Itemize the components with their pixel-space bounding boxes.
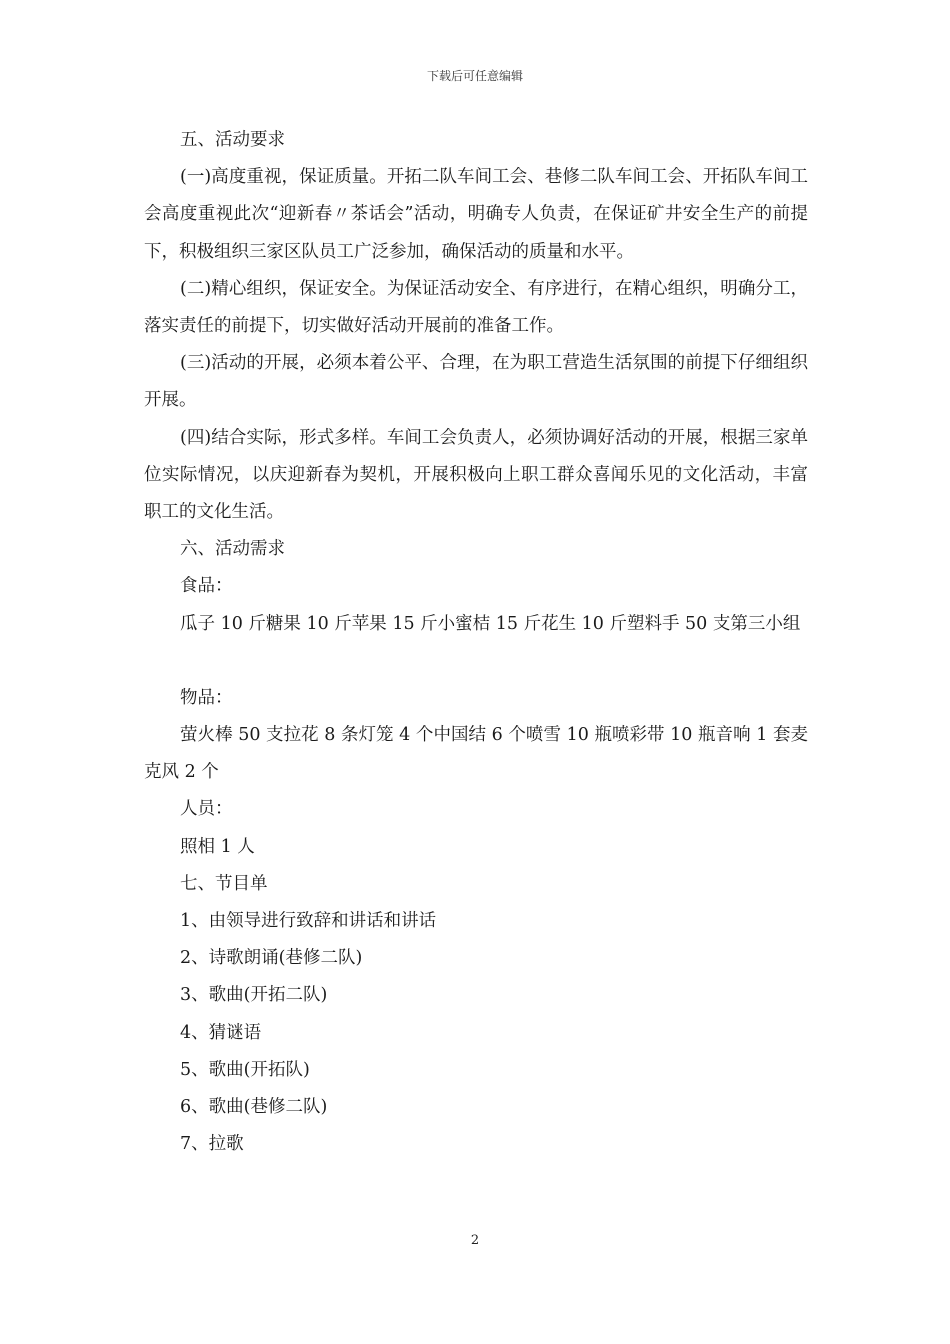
- program-item: 6、歌曲(巷修二队): [180, 1097, 328, 1118]
- paragraph-practical: (四)结合实际，形式多样。车间工会负责人，必须协调好活动的开展，根据三家单位实际情况，以庆迎新春为契机，开展积极向上职工群众喜闻乐见的文化活动，丰富职工的文化生活。: [144, 427, 808, 523]
- items-list: 萤火棒 50 支拉花 8 条灯笼 4 个中国结 6 个喷雪 10 瓶喷彩带 10 瓶音响 1 套麦克风 2 个: [144, 725, 808, 783]
- paragraph-fairness: (三)活动的开展，必须本着公平、合理，在为职工营造生活氛围的前提下仔细组织开展。: [144, 353, 808, 411]
- program-item: 5、歌曲(开拓队): [180, 1059, 310, 1080]
- program-item: 1、由领导进行致辞和讲话和讲话: [180, 911, 437, 932]
- page-header: 下载后可任意编辑: [426, 69, 523, 83]
- program-item: 3、歌曲(开拓二队): [180, 985, 328, 1006]
- food-list: 瓜子 10 斤糖果 10 斤苹果 15 斤小蜜桔 15 斤花生 10 斤塑料手 50 支第三小组: [180, 613, 801, 634]
- items-label: 物品：: [180, 687, 233, 708]
- page-number: 2: [470, 1233, 480, 1248]
- blank-line: [144, 643, 808, 680]
- paragraph-safety: (二)精心组织，保证安全。为保证活动安全、有序进行，在精心组织，明确分工，落实责任的前提下，切实做好活动开展前的准备工作。: [144, 278, 808, 337]
- food-label: 食品：: [180, 576, 233, 597]
- section-heading-needs: 六、活动需求: [180, 539, 285, 560]
- staff-list: 照相 1 人: [180, 836, 255, 857]
- paragraph-quality: (一)高度重视，保证质量。开拓二队车间工会、巷修二队车间工会、开拓队车间工会高度重视此次“迎新春〃茶话会”活动，明确专人负责，在保证矿井安全生产的前提下，积极组织三家区队员工广泛参加，确保活动的质量和水平。: [144, 167, 808, 262]
- staff-label: 人员：: [180, 799, 233, 820]
- document-body: [144, 122, 808, 1163]
- program-item: 2、诗歌朗诵(巷修二队): [180, 948, 363, 969]
- program-item: 4、猜谜语: [180, 1022, 262, 1043]
- section-heading-requirements: 五、活动要求: [180, 130, 285, 150]
- program-item: 7、拉歌: [180, 1134, 244, 1155]
- section-heading-program: 七、节目单: [180, 873, 268, 894]
